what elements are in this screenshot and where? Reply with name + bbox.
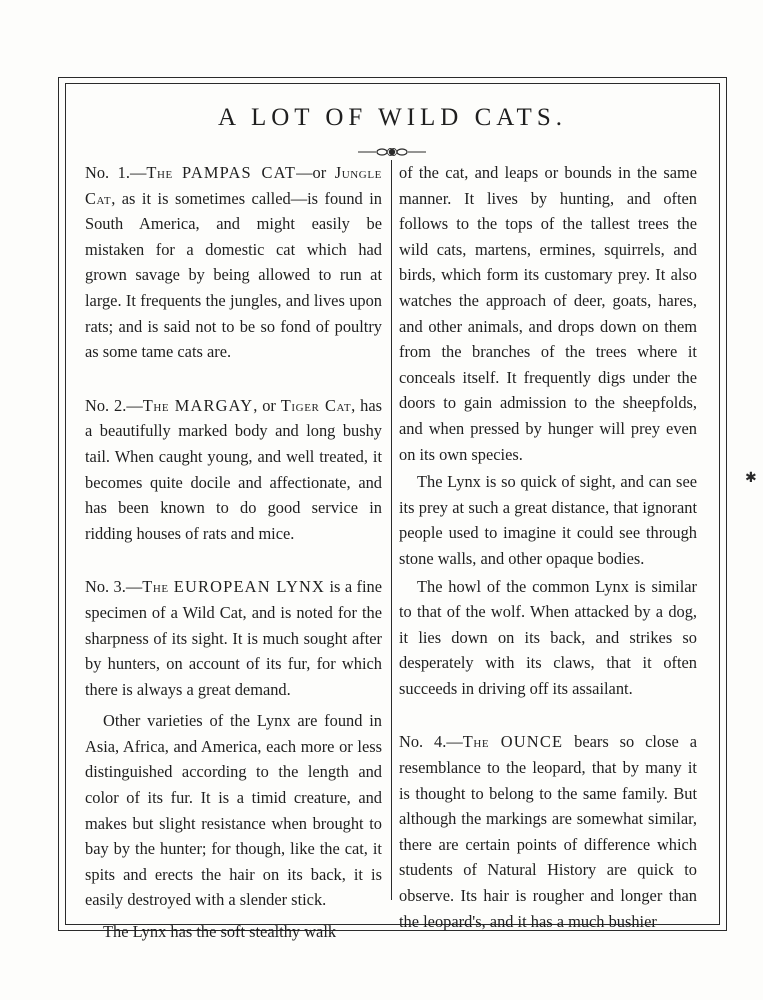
entry-name: MARGAY [174, 395, 254, 415]
entry-number: No. 3.— [85, 577, 143, 597]
european-lynx-paragraph: No. 3.—The EUROPEAN LYNX is a fine specimen of a Wild Cat, and is noted for the sharpness of its sight. It is much sought after by hunters, on account of its fur, for which there is always a great demand. [85, 577, 382, 699]
lynx-walk-continued-paragraph: of the cat, and leaps or bounds in the same manner. It lives by hunting, and often follows to the tops of the tallest trees the wild cats, martens, ermines, squirrels, and birds, which form its customary prey. It also watches the approach of deer, goats, hares, and other animals, and drops down on them from the branches of the trees where it conceals itself. It frequently digs under the doors to gain admission to the sheepfolds, and when pressed by hunger will prey even on its own species. [399, 163, 697, 464]
entry-number: No. 4.— [399, 732, 463, 752]
lynx-walk-paragraph: The Lynx has the soft stealthy walk [103, 922, 337, 942]
page-title: A LOT OF WILD CATS. [218, 104, 567, 131]
ink-blot-icon: ✱ [745, 470, 757, 486]
entry-number: No. 2.— [85, 395, 143, 415]
entry-name: OUNCE [500, 732, 564, 752]
entry-number: No. 1.— [85, 163, 147, 182]
margay-paragraph: No. 2.—The MARGAY, or Tiger Cat, has a beautifully marked body and long bushy tail. When caught young, and well treated, it becomes quite docile and affectionate, and has been known to do good service in ridding houses of rats and mice. [85, 395, 382, 543]
column-divider [391, 160, 392, 900]
right-column [399, 160, 697, 934]
lynx-varieties-paragraph: Other varieties of the Lynx are found in Asia, Africa, and America, each more or less distinguished according to the length and color of its fur. It is a timid creature, and makes but slight resistance when brought to bay by the hunter; for though, like the cat, it spits and erects the hair on its back, it is easily destroyed with a slender stick. [85, 711, 382, 910]
ounce-paragraph: No. 4.—The OUNCE bears so close a resemblance to the leopard, that by many it is thought to belong to the same family. But although the markings are somewhat similar, there are certain points of difference which students of Natural History are quick to observe. Its hair is rougher and longer than the leopard's, and it has a much bushier [399, 732, 697, 931]
entry-name: EUROPEAN LYNX [173, 577, 326, 597]
pampas-cat-paragraph: No. 1.—The PAMPAS CAT—or Jungle Cat, as it is sometimes called—is found in South America, and might easily be mistaken for a domestic cat which had grown savage by being allowed to run at large. It frequents the jungles, and lives upon rats; and is said not to be so fond of poultry as some tame cats are. [85, 163, 382, 362]
entry-name: PAMPAS CAT [182, 163, 297, 182]
ornament-icon [356, 145, 428, 159]
lynx-sight-paragraph: The Lynx is so quick of sight, and can see its prey at such a great distance, that ignorant people used to imagine it could see through stone walls, and other opaque bodies. [399, 472, 697, 568]
lynx-howl-paragraph: The howl of the common Lynx is similar to that of the wolf. When attacked by a dog, it lies down on its back, and strikes so desperately with its claws, that it often succeeds in driving off its assailant. [399, 576, 697, 698]
left-column [85, 160, 382, 945]
